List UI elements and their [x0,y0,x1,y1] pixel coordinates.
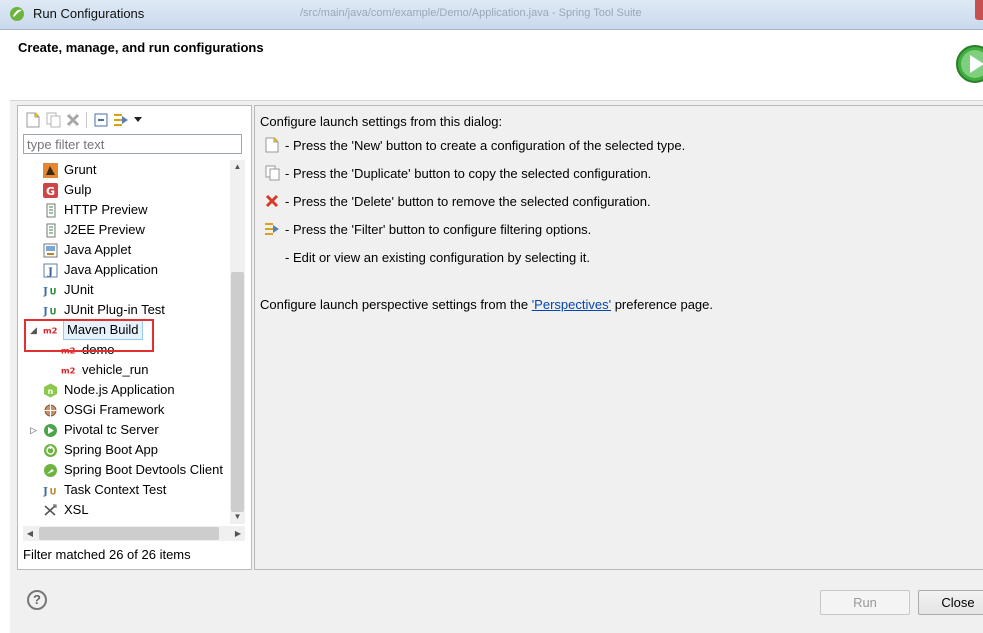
spring-devtools-icon [43,463,58,478]
tree-item[interactable] [23,320,231,340]
tree-item[interactable] [23,280,231,300]
configuration-list-panel [17,105,252,570]
svg-text:m2: m2 [61,345,76,356]
svg-text:J: J [43,285,48,298]
tree-item[interactable] [23,460,231,480]
duplicate-icon [264,165,280,181]
tree-item-label: OSGi Framework [64,402,165,417]
spring-tool-suite-icon [9,6,25,22]
svg-text:n: n [47,387,54,396]
svg-text:G: G [45,185,56,198]
svg-text:U: U [49,306,57,317]
tree-item-label: Node.js Application [64,382,175,397]
maven-icon [61,363,76,378]
tree-item-label: Pivotal tc Server [64,422,159,437]
tree-item-label: JUnit [64,282,94,297]
perspectives-suffix: preference page. [611,297,713,312]
svg-text:m2: m2 [61,365,76,376]
tree-item[interactable] [23,300,231,320]
vertical-scroll-thumb[interactable] [231,272,244,512]
tree-item[interactable] [23,260,231,280]
configuration-info-panel [254,105,983,570]
svg-text:m2: m2 [43,325,58,336]
new-config-button[interactable] [24,111,42,129]
delete-icon [264,193,280,209]
tree-item[interactable] [23,240,231,260]
delete-icon [66,113,80,127]
duplicate-button[interactable] [44,111,62,129]
scroll-left-arrow-icon[interactable]: ◀ [26,529,34,538]
java-applet-icon [43,243,58,258]
run-banner-icon [955,44,983,84]
info-line-duplicate: - Press the 'Duplicate' button to copy the selected configuration. [285,166,652,181]
scroll-down-arrow-icon[interactable]: ▼ [233,512,242,521]
help-button[interactable]: ? [27,590,47,610]
window-title: Run Configurations [33,6,145,21]
collapse-all-button[interactable] [92,111,110,129]
info-intro: Configure launch settings from this dialog: [260,114,503,129]
tree-item-label: JUnit Plug-in Test [64,302,165,317]
svg-text:U: U [49,486,57,497]
tree-item-label: Spring Boot Devtools Client [64,462,223,477]
svg-text:U: U [49,286,57,297]
tree-item-label: Gulp [64,182,92,197]
config-toolbar [22,109,247,131]
tree-item-label: Maven Build [63,320,143,340]
tree-item[interactable] [23,400,231,420]
svg-text:J: J [48,267,53,278]
tree-item[interactable] [23,220,231,240]
scroll-up-arrow-icon[interactable]: ▲ [233,162,242,171]
nodejs-icon [43,383,58,398]
tree-item-label: J2EE Preview [64,222,145,237]
task-context-icon [43,483,58,498]
tree-item-label: HTTP Preview [64,202,148,217]
collapse-all-icon [94,113,108,127]
title-bar [0,0,983,30]
scroll-right-arrow-icon[interactable]: ▶ [234,529,242,538]
tree-item-label: Java Application [64,262,158,277]
osgi-icon [43,403,58,418]
configuration-tree[interactable] [23,160,231,524]
dialog-heading: Create, manage, and run configurations [18,40,264,55]
tree-item[interactable] [23,160,231,180]
perspectives-prefix: Configure launch perspective settings from the [260,297,532,312]
tree-item[interactable] [23,380,231,400]
close-button[interactable]: Close [918,590,983,615]
tree-horizontal-scrollbar[interactable] [23,526,245,541]
tree-item[interactable] [23,500,231,520]
new-config-icon [264,137,280,153]
info-line-edit: - Edit or view an existing configuration by selecting it. [285,250,590,265]
gulp-icon [43,183,58,198]
view-menu-button[interactable] [132,111,144,129]
maven-icon [43,323,58,338]
tree-item-label: Spring Boot App [64,442,158,457]
tree-item[interactable] [23,480,231,500]
window-close-button[interactable] [975,0,983,20]
tree-item[interactable] [23,340,231,360]
delete-button[interactable] [64,111,82,129]
perspectives-line [260,297,713,312]
java-application-icon [43,263,58,278]
filter-input[interactable] [23,134,242,154]
tree-vertical-scrollbar[interactable] [230,160,245,524]
info-line-delete: - Press the 'Delete' button to remove the selected configuration. [285,194,651,209]
tree-item[interactable] [23,180,231,200]
junit-icon [43,283,58,298]
xsl-icon [43,503,58,518]
info-line-filter: - Press the 'Filter' button to configure filtering options. [285,222,592,237]
spring-boot-icon [43,443,58,458]
tree-item-label: Grunt [64,162,97,177]
filter-button[interactable] [112,111,130,129]
junit-plugin-icon [43,303,58,318]
tree-item[interactable] [23,360,231,380]
tree-item-label: Java Applet [64,242,132,257]
pivotal-icon [43,423,58,438]
horizontal-scroll-thumb[interactable] [39,527,219,540]
tree-item-label: demo [82,342,115,357]
info-line-new: - Press the 'New' button to create a configuration of the selected type. [285,138,686,153]
tree-item-label: XSL [64,502,89,517]
tree-item[interactable] [23,200,231,220]
filter-icon [264,221,280,237]
dialog-header [10,30,983,101]
tree-item-label: Task Context Test [64,482,167,497]
view-menu-dropdown-icon [134,117,142,123]
http-preview-icon [43,203,58,218]
tree-item[interactable] [23,440,231,460]
svg-text:J: J [43,485,48,498]
new-config-icon [26,112,40,128]
run-button[interactable]: Run [820,590,910,615]
maven-icon [61,343,76,358]
collapsed-twisty-icon[interactable]: ▷ [30,425,37,435]
svg-text:J: J [43,305,48,318]
j2ee-preview-icon [43,223,58,238]
tree-item[interactable] [23,420,231,440]
grunt-icon [43,163,58,178]
expanded-twisty-icon[interactable]: ◢ [30,325,37,335]
background-window-title: /src/main/java/com/example/Demo/Application.java - Spring Tool Suite [300,7,642,19]
window-edge [0,30,10,633]
filter-icon [113,112,129,128]
tree-item-label: vehicle_run [82,362,149,377]
perspectives-link[interactable]: 'Perspectives' [531,297,612,312]
filter-status: Filter matched 26 of 26 items [23,547,191,562]
duplicate-icon [46,112,61,128]
